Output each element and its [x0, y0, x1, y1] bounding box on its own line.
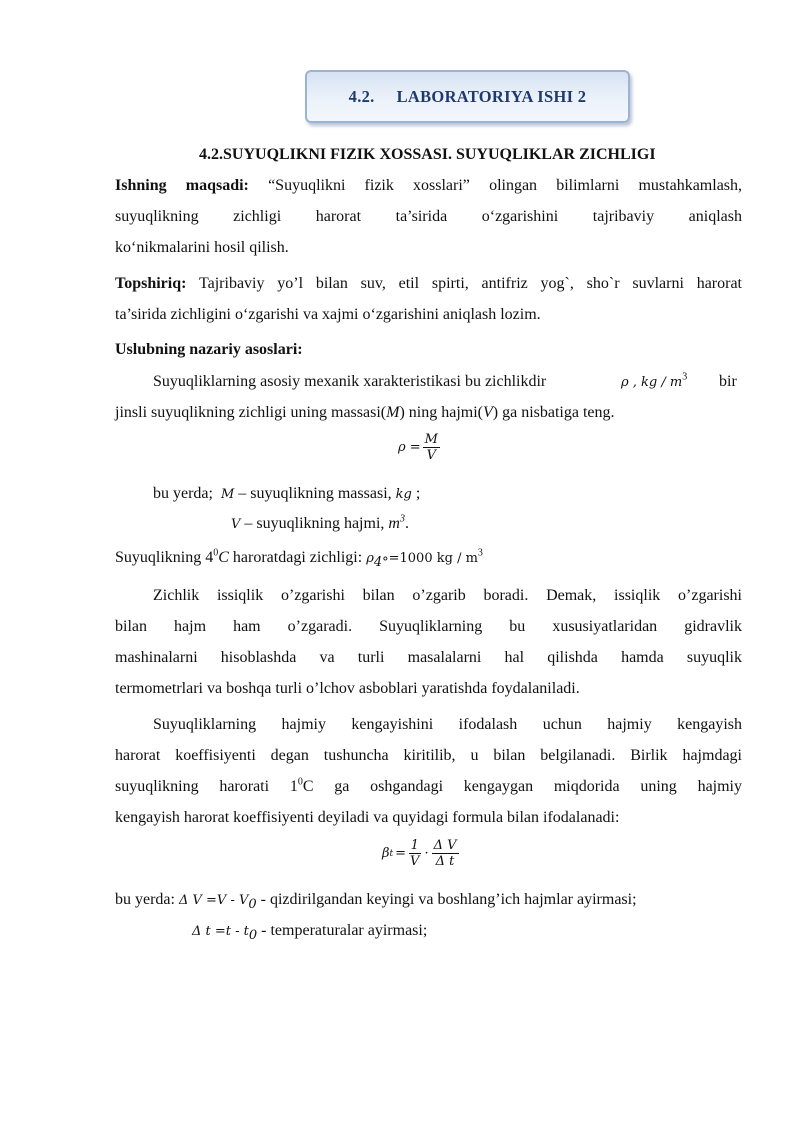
p2-line-4: termometrlari va boshqa turli o’lchov asboblari yaratishda foydalaniladi. — [115, 680, 580, 697]
goal-label: Ishning maqsadi: — [115, 177, 249, 194]
p3-line-4: kengayish harorat koeffisiyenti deyiladi va quyidagi formula bilan ifodalanadi: — [115, 809, 620, 826]
section-label: LABORATORIYA ISHI 2 — [396, 86, 587, 106]
p3-line-3: suyuqlikning harorati $1^0C$ ga oshgandagi kengaygan miqdorida uning hajmiy — [115, 776, 743, 795]
p1-density-unit: ρ , kg / $m^3$ — [621, 371, 688, 390]
where2-dv: bu yerda: Δ $V =V - V_0$ - qizdirilgandan keyingi va boshlang’ich hajmlar ayirmasi; — [115, 891, 637, 913]
p2-line-1: Zichlik issiqlik o’zgarishi bilan o’zgarib boradi. Demak, issiqlik o’zgarishi — [153, 587, 742, 604]
goal-line-1 — [115, 170, 742, 201]
p1-line-1-end: bir — [719, 373, 737, 390]
p1-line-1-text: Suyuqliklarning asosiy mexanik xarakteristikasi bu zichlikdir — [153, 373, 547, 390]
goal-text-1: “Suyuqlikni fizik xosslari” olingan bilimlarni mustahkamlash, — [268, 177, 743, 194]
task-text-1: Tajribaviy yo’l bilan suv, etil spirti, antifriz yog`, sho`r suvlarni harorat — [198, 275, 742, 292]
formula-density: ρ = $\frac{M}{V}$ — [398, 432, 438, 463]
p3-line-2: harorat koeffisiyenti degan tushuncha kiritilib, u bilan belgilanadi. Birlik hajmdagi — [115, 747, 742, 764]
task-line-2: ta’sirida zichligini o‘zgarishi va xajmi o‘zgarishini aniqlash lozim. — [115, 306, 541, 323]
page-title: 4.2.SUYUQLIKNI FIZIK XOSSASI. SUYUQLIKLAR ZICHLIGI — [199, 146, 656, 163]
goal-line-3: ko‘nikmalarini hosil qilish. — [115, 239, 289, 256]
p1-line-2: jinsli suyuqlikning zichligi uning massasi(M) ning hajmi(V) ga nisbatiga teng. — [115, 404, 615, 421]
where1-volume: V – suyuqlikning hajmi, $m^3$. — [231, 513, 409, 532]
formula-beta: β t = $\frac{1}{V}$ · $\frac{\text{Δ V}}{\text{Δ t}}$ — [382, 838, 457, 869]
theory-heading: Uslubning nazariy asoslari: — [115, 341, 303, 358]
p2-line-3: mashinalarni hisoblashda va turli masalalarni hal qilishda hamda suyuqlik — [115, 649, 742, 666]
p2-line-2: bilan hajm ham o’zgaradi. Suyuqliklarning bu xususiyatlaridan gidravlik — [115, 618, 742, 635]
goal-line-2: suyuqlikning zichligi harorat ta’sirida o‘zgarishini tajribaviy aniqlash — [115, 208, 742, 225]
section-number: 4.2. — [348, 86, 375, 106]
task-label: Topshiriq: — [115, 275, 187, 292]
p3-line-1: Suyuqliklarning hajmiy kengayishini ifodalash uchun hajmiy kengayish — [153, 716, 742, 733]
density-4c-line: Suyuqlikning $4^0C$ haroratdagi zichligi: $\rho_{4^\circ}=1000$ kg / $m^3$ — [115, 547, 483, 571]
where1-mass: bu yerda; M – suyuqlikning massasi, kg ; — [153, 485, 421, 502]
where2-dt: Δ $t =t - t_0$ - temperaturalar ayirmasi; — [192, 922, 428, 944]
section-header-box — [305, 70, 630, 123]
task-line-1 — [115, 268, 742, 299]
